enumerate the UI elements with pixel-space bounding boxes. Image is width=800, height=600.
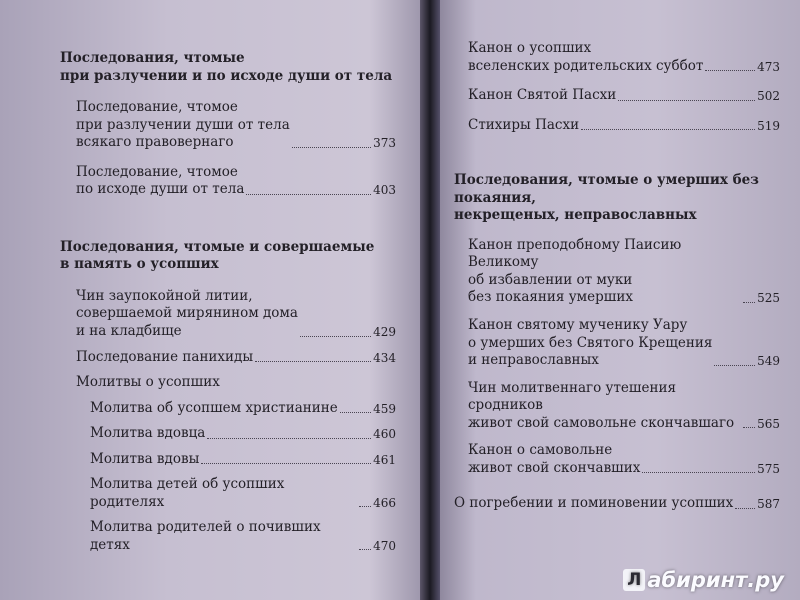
- entry-line: Стихиры Пасхи: [468, 116, 580, 133]
- dot-leader: [642, 472, 755, 473]
- entry-line: по исходе души от тела: [76, 181, 245, 198]
- page-number: 459: [373, 401, 396, 416]
- entry-line: Молитва вдовы: [90, 450, 200, 467]
- page-number: 373: [373, 136, 396, 151]
- section-title-2-line-2: в память о усопших: [60, 256, 219, 273]
- page-number: 502: [757, 89, 780, 104]
- dot-leader: [201, 463, 371, 464]
- right-page: [440, 0, 800, 600]
- entry-line: Молитва об усопшем христианине: [90, 399, 338, 416]
- toc-entry[interactable]: [468, 442, 780, 477]
- dot-leader: [714, 365, 755, 366]
- page-number: 460: [373, 427, 396, 442]
- dot-leader: [292, 147, 371, 148]
- entry-line: Молитва детей об усопших родителях: [90, 476, 285, 510]
- dot-leader: [359, 506, 371, 507]
- entry-line: Канон преподобному Паисию Великому: [468, 236, 682, 271]
- section-title-1-line-2: при разлучении и по исходе души от тела: [60, 67, 393, 84]
- page-number: 473: [757, 59, 780, 74]
- entry-line: Канон о самовольне: [468, 442, 613, 459]
- entry-line: и неправославных: [468, 352, 599, 369]
- dot-leader: [743, 302, 755, 303]
- dot-leader: [246, 194, 371, 195]
- toc-entry[interactable]: [468, 380, 780, 433]
- section-title-2-line-1: Последования, чтомые и совершаемые: [60, 238, 375, 255]
- toc-entry[interactable]: [76, 164, 396, 199]
- page-number: 466: [373, 495, 396, 510]
- entry-line: Чин молитвеннаго утешения сродников: [468, 379, 676, 414]
- dot-leader: [581, 129, 755, 130]
- dot-leader: [255, 361, 371, 362]
- entry-line: Последование, чтомое: [76, 163, 238, 180]
- toc-entry[interactable]: [90, 519, 396, 554]
- entry-line: Канон Святой Пасхи: [468, 87, 617, 104]
- toc-entry[interactable]: [468, 117, 780, 135]
- book-gutter: [420, 0, 440, 600]
- page-number: 575: [757, 461, 780, 476]
- page-number: 403: [373, 183, 396, 198]
- page-number: 587: [757, 497, 780, 512]
- page-number: 519: [757, 118, 780, 133]
- dot-leader: [705, 70, 755, 71]
- dot-leader: [207, 438, 371, 439]
- entry-line: Чин заупокойной литии,: [76, 287, 253, 304]
- entry-line: об избавлении от муки: [468, 271, 633, 288]
- section-title-2: [60, 239, 396, 274]
- entry-line: Канон о усопших: [468, 40, 592, 56]
- entry-line: Молитва родителей о почивших детях: [90, 519, 321, 553]
- section-title-3-line-1: Последования, чтомые о умерших без покаяния,: [454, 172, 759, 206]
- toc-entry[interactable]: [76, 349, 396, 367]
- page-number: 565: [757, 416, 780, 431]
- page-number: 429: [373, 324, 396, 339]
- dot-leader: [359, 549, 371, 550]
- toc-entry[interactable]: [90, 400, 396, 418]
- dot-leader: [300, 336, 371, 337]
- page-number: 434: [373, 350, 396, 365]
- section-title-1-line-1: Последования, чтомые: [60, 50, 245, 66]
- toc-entry[interactable]: [90, 451, 396, 469]
- entry-line: Канон святому мученику Уару: [468, 317, 688, 334]
- toc-entry[interactable]: [468, 237, 780, 307]
- prayers-heading: Молитвы о усопших: [76, 374, 220, 391]
- entry-line: Молитва вдовца: [90, 425, 206, 442]
- section-title-1: [60, 50, 396, 85]
- entry-line: Последование панихиды: [76, 348, 254, 365]
- toc-entry[interactable]: [76, 99, 396, 152]
- toc-entry[interactable]: [76, 288, 396, 341]
- entry-line: совершаемой мирянином дома: [76, 305, 298, 322]
- toc-entry[interactable]: [468, 317, 780, 370]
- toc-entry[interactable]: [90, 425, 396, 443]
- page-number: 461: [373, 452, 396, 467]
- entry-line: живот свой самовольне скончавшаго: [468, 414, 735, 431]
- dot-leader: [735, 508, 755, 509]
- section-title-3-line-2: некрещеных, неправославных: [454, 207, 697, 224]
- toc-entry[interactable]: [468, 87, 780, 105]
- toc-entry[interactable]: [90, 476, 396, 511]
- watermark-text: абиринт.ру: [647, 568, 784, 592]
- toc-entry[interactable]: [454, 495, 780, 513]
- dot-leader: [743, 427, 755, 428]
- dot-leader: [618, 100, 755, 101]
- entry-line: О погребении и поминовении усопших: [454, 495, 734, 512]
- entry-line: всякаго правовернаго: [76, 134, 234, 151]
- entry-line: и на кладбище: [76, 323, 182, 340]
- page-number: 470: [373, 538, 396, 553]
- watermark-logo-letter: Л: [623, 569, 645, 591]
- section-title-3: [454, 172, 780, 225]
- entry-line: вселенских родительских суббот: [468, 57, 704, 74]
- entry-line: Последование, чтомое: [76, 99, 238, 116]
- entry-line: живот свой скончавших: [468, 459, 641, 476]
- entry-line: без покаяния умерших: [468, 289, 633, 306]
- toc-entry[interactable]: [468, 40, 780, 75]
- labirint-watermark: [623, 568, 784, 592]
- entry-line: о умерших без Святого Крещения: [468, 334, 713, 351]
- dot-leader: [340, 412, 371, 413]
- page-number: 525: [757, 291, 780, 306]
- entry-line: при разлучении души от тела: [76, 116, 290, 133]
- page-number: 549: [757, 354, 780, 369]
